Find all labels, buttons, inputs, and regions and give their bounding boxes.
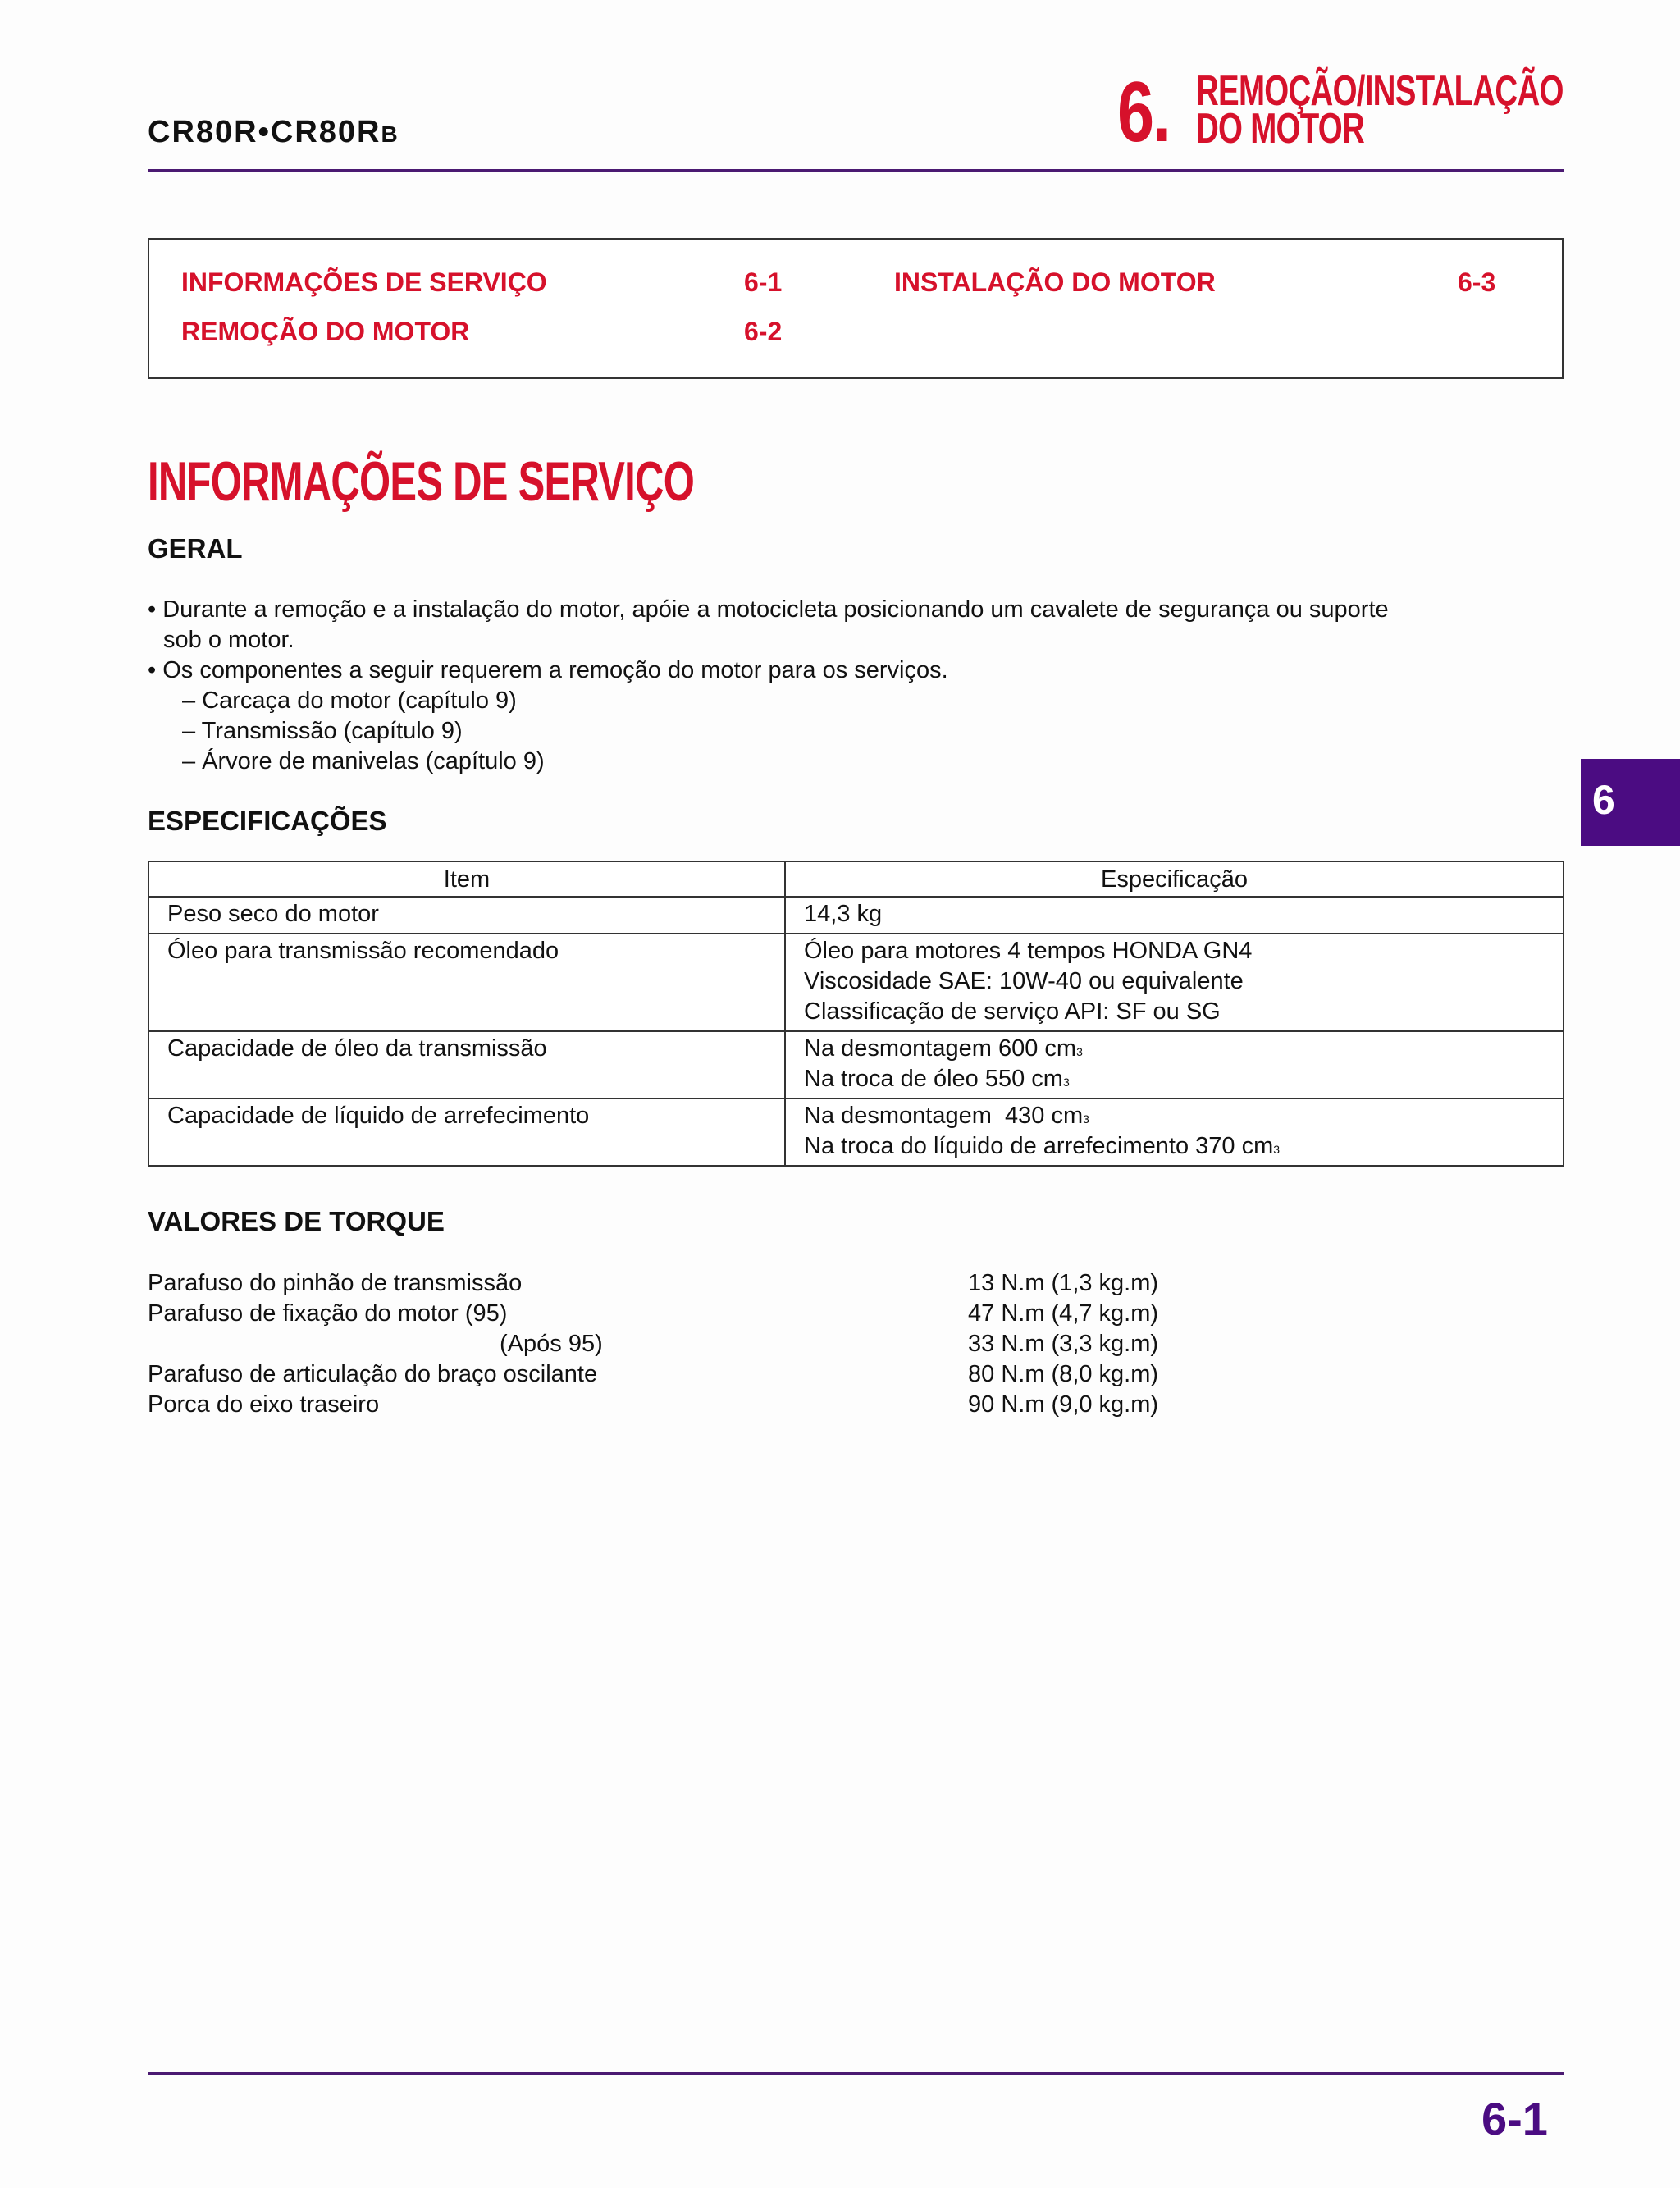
table-row: [148, 934, 1564, 1031]
torque-label: Parafuso de articulação do braço oscilante: [148, 1361, 598, 1387]
table-row: [148, 897, 1564, 934]
torque-value: 90 N.m (9,0 kg.m): [968, 1391, 1159, 1418]
spec-line: Na troca do líquido de arrefecimento 370 $cm^3$: [804, 1133, 1281, 1159]
spec-value: [785, 1031, 1564, 1099]
general-line: – Transmissão (capítulo 9): [182, 718, 463, 744]
toc-item-instalacao[interactable]: INSTALAÇÃO DO MOTOR: [894, 267, 1216, 297]
chapter-side-tab: 6: [1581, 759, 1680, 846]
spec-line: Classificação de serviço API: SF ou SG: [804, 998, 1221, 1025]
toc-page-informacoes: 6-1: [744, 267, 783, 297]
chapter-number: 6.: [1117, 65, 1171, 160]
torque-value: 80 N.m (8,0 kg.m): [968, 1361, 1159, 1387]
torque-value: 13 N.m (1,3 kg.m): [968, 1270, 1159, 1296]
torque-label: Parafuso do pinhão de transmissão: [148, 1270, 523, 1296]
torque-heading: VALORES DE TORQUE: [148, 1206, 445, 1236]
spec-line: Viscosidade SAE: 10W-40 ou equivalente: [804, 968, 1244, 994]
torque-label: Parafuso de fixação do motor (95): [148, 1300, 508, 1327]
chapter-contents-box: [148, 238, 1564, 379]
chapter-title-line2: DO MOTOR: [1196, 105, 1365, 153]
general-line: sob o motor.: [163, 627, 294, 653]
table-header-row: [148, 861, 1564, 897]
specs-table: [148, 861, 1564, 1167]
spec-value: [785, 934, 1564, 1031]
spec-line: Na desmontagem 430 $cm^3$: [804, 1103, 1089, 1129]
col-spec-header: Especificação: [785, 861, 1564, 897]
spec-line: Na troca de óleo 550 $cm^3$: [804, 1066, 1070, 1092]
spec-item: Capacidade de óleo da transmissão: [148, 1031, 785, 1099]
model-suffix: B: [381, 121, 399, 147]
col-item-header: Item: [148, 861, 785, 897]
general-line: • Durante a remoção e a instalação do motor, apóie a motocicleta posicionando um cavalete de segurança ou suporte: [148, 596, 1389, 623]
spec-value: [785, 1099, 1564, 1166]
footer-rule: [148, 2072, 1564, 2075]
spec-line: Na desmontagem 600 $cm^3$: [804, 1035, 1083, 1062]
general-line: – Árvore de manivelas (capítulo 9): [182, 748, 545, 774]
superscript-3: 3: [1076, 1045, 1083, 1058]
toc-item-informacoes[interactable]: INFORMAÇÕES DE SERVIÇO: [181, 267, 547, 297]
torque-value: 33 N.m (3,3 kg.m): [968, 1331, 1159, 1357]
spec-item: Óleo para transmissão recomendado: [148, 934, 785, 1031]
spec-line: Óleo para motores 4 tempos HONDA GN4: [804, 938, 1253, 964]
general-heading: GERAL: [148, 533, 243, 564]
general-text: [148, 595, 1389, 777]
table-row: [148, 1099, 1564, 1166]
header-rule: [148, 169, 1564, 172]
general-line: • Os componentes a seguir requerem a remoção do motor para os serviços.: [148, 657, 948, 683]
page-number: 6-1: [1481, 2093, 1548, 2145]
model-name: CR80R•CR80RB: [148, 115, 399, 149]
section-title: INFORMAÇÕES DE SERVIÇO: [148, 450, 695, 513]
torque-value: 47 N.m (4,7 kg.m): [968, 1300, 1159, 1327]
chapter-title: [1196, 67, 1564, 153]
torque-label: (Após 95): [500, 1331, 603, 1357]
superscript-3: 3: [1062, 1076, 1070, 1089]
spec-value: [785, 897, 1564, 934]
table-row: [148, 1031, 1564, 1099]
toc-page-instalacao: 6-3: [1458, 267, 1496, 297]
spec-item: Capacidade de líquido de arrefecimento: [148, 1099, 785, 1166]
general-line: – Carcaça do motor (capítulo 9): [182, 687, 517, 714]
spec-line: 14,3 kg: [804, 901, 883, 927]
torque-label: Porca do eixo traseiro: [148, 1391, 380, 1418]
chapter-title-line1: REMOÇÃO/INSTALAÇÃO: [1196, 67, 1564, 115]
toc-page-remocao: 6-2: [744, 317, 783, 346]
superscript-3: 3: [1083, 1112, 1089, 1126]
specs-heading: ESPECIFICAÇÕES: [148, 806, 387, 836]
spec-item: Peso seco do motor: [148, 897, 785, 934]
toc-item-remocao[interactable]: REMOÇÃO DO MOTOR: [181, 317, 470, 346]
superscript-3: 3: [1273, 1143, 1281, 1156]
